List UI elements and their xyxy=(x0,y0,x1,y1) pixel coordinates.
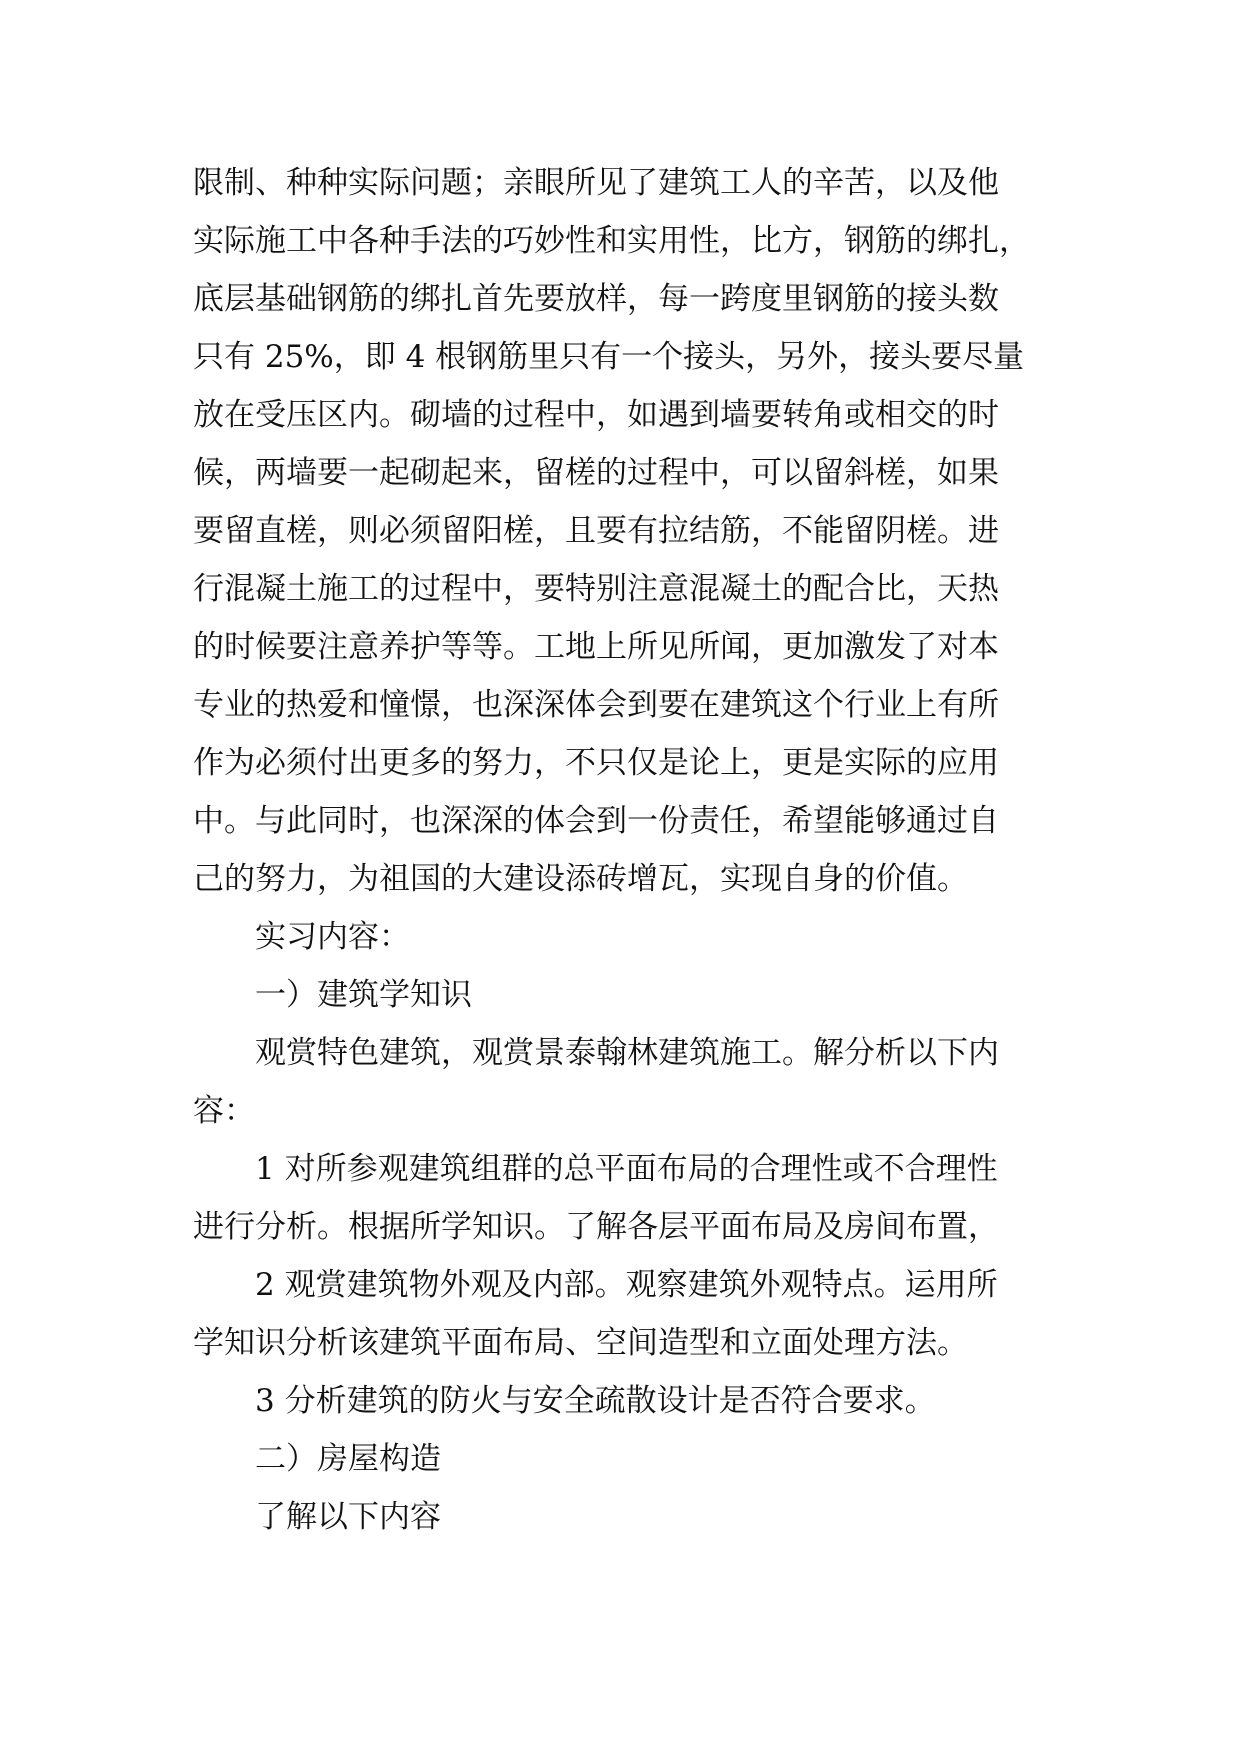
text-line: 容： xyxy=(193,1093,255,1129)
text-line: 放在受压区内。砌墙的过程中，如遇到墙要转角或相交的时 xyxy=(193,397,999,433)
text-line: 实际施工中各种手法的巧妙性和实用性，比方，钢筋的绑扎， xyxy=(193,223,1030,259)
subsection-heading: 一）建筑学知识 xyxy=(255,977,472,1013)
subsection-heading: 二）房屋构造 xyxy=(255,1441,441,1477)
text-line: 了解以下内容 xyxy=(255,1499,441,1535)
text-line: 行混凝土施工的过程中，要特别注意混凝土的配合比，天热 xyxy=(193,571,999,607)
text-line: 候，两墙要一起砌起来，留槎的过程中，可以留斜槎，如果 xyxy=(193,455,999,491)
text-line: 只有 25%，即 4 根钢筋里只有一个接头，另外，接头要尽量 xyxy=(193,339,1025,375)
list-item: 2 观赏建筑物外观及内部。观察建筑外观特点。运用所 xyxy=(255,1267,998,1303)
text-line: 限制、种种实际问题；亲眼所见了建筑工人的辛苦，以及他 xyxy=(193,165,999,201)
text-line: 己的努力，为祖国的大建设添砖增瓦，实现自身的价值。 xyxy=(193,861,968,897)
section-heading: 实习内容： xyxy=(255,919,410,955)
text-line: 观赏特色建筑，观赏景泰翰林建筑施工。解分析以下内 xyxy=(255,1035,999,1071)
text-line: 底层基础钢筋的绑扎首先要放样，每一跨度里钢筋的接头数 xyxy=(193,281,999,317)
list-item: 3 分析建筑的防火与安全疏散设计是否符合要求。 xyxy=(255,1383,936,1419)
text-line: 学知识分析该建筑平面布局、空间造型和立面处理方法。 xyxy=(193,1325,968,1361)
text-line: 要留直槎，则必须留阳槎，且要有拉结筋，不能留阴槎。进 xyxy=(193,513,999,549)
text-line: 进行分析。根据所学知识。了解各层平面布局及房间布置， xyxy=(193,1209,999,1245)
text-line: 中。与此同时，也深深的体会到一份责任，希望能够通过自 xyxy=(193,803,999,839)
text-line: 专业的热爱和憧憬，也深深体会到要在建筑这个行业上有所 xyxy=(193,687,999,723)
text-line: 的时候要注意养护等等。工地上所见所闻，更加激发了对本 xyxy=(193,629,999,665)
list-item: 1 对所参观建筑组群的总平面布局的合理性或不合理性 xyxy=(255,1151,998,1187)
text-line: 作为必须付出更多的努力，不只仅是论上，更是实际的应用 xyxy=(193,745,999,781)
